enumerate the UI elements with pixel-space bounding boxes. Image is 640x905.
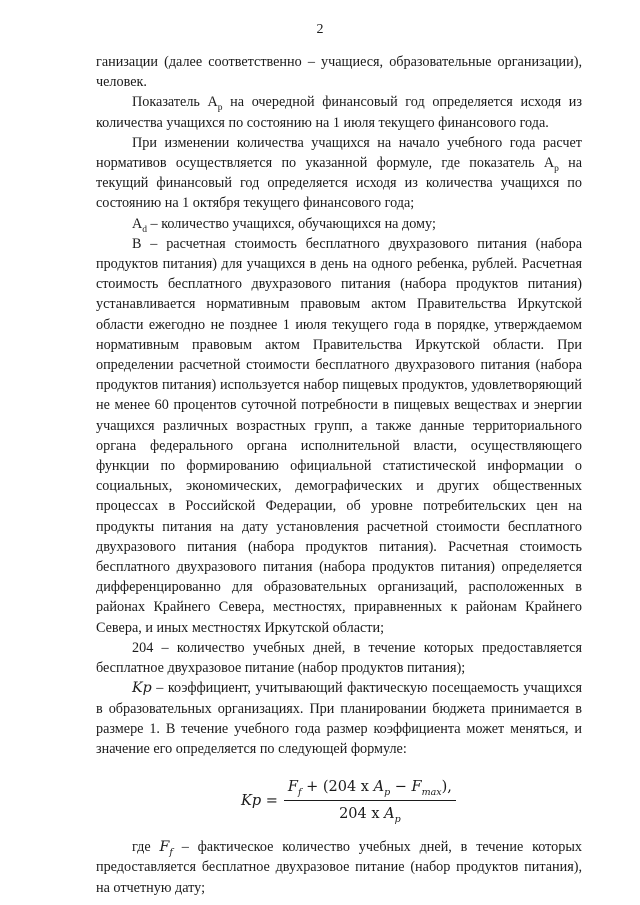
paragraph-recalculation: При изменении количества учащихся на начало учебного года расчет нормативов осуществляется по указанной формуле, где показатель $А_р$ на текущий финансовый год определяется исходя из количества учащихся по состоянию на 1 октября текущего финансового года; (96, 134, 583, 212)
document-body (96, 52, 582, 898)
paragraph-b-definition: В – расчетная стоимость бесплатного двухразового питания (набора продуктов питания) для учащихся в день на одного ребенка, рублей. Расчетная стоимость бесплатного двухразового питания (набора продуктов питания) устанавливается нормативным правовым актом Правительства Иркутской области ежегодно не позднее 1 июля текущего года в порядке, утверждаемом нормативным правовым актом Правительства Иркутской области. При определении расчетной стоимости бесплатного двухразового питания (набора продуктов питания) используется набор пищевых продуктов, удовлетворяющий не менее 60 процентов суточной потребности в пищевых веществах и энергии учащихся различных возрастных групп, а также данные территориального органа федерального органа исполнительной власти, осуществляющего функции по формированию официальной статистической информации о социальных, экономических, демографических и других общественных процессах в Российской Федерации, об уровне потребительских цен на продукты питания на дату установления расчетной стоимости бесплатного двухразового питания (набора продуктов питания). Расчетная стоимость бесплатного двухразового питания (набора продуктов питания) определяется дифференцированно для образовательных организаций, расположенных в районах Крайнего Севера, местностях, приравненных к районам Крайнего Севера, и иных местностях Иркутской области; (96, 235, 582, 636)
formula-lhs: Kp = (241, 792, 278, 809)
formula-denominator: 204 x $A_p$ (339, 806, 401, 826)
paragraph-continuation: ганизации (далее соответственно – учащиеся, образовательные организации), человек. (96, 54, 582, 91)
formula-numerator: $F_f + (204$ x $A_p - F_{max}$), (284, 777, 456, 801)
paragraph-204-definition: 204 – количество учебных дней, в течение которых предоставляется бесплатное двухразовое питание (набор продуктов питания); (96, 639, 582, 677)
kp-formula (96, 777, 582, 837)
paragraph-ap-definition: Показатель $А_р$ на очередной финансовый год определяется исходя из количества учащихся по состоянию на 1 июля текущего финансового года. (96, 94, 582, 131)
paragraph-kp-definition: Kp – коэффициент, учитывающий фактическую посещаемость учащихся в образовательных организациях. При планировании бюджета принимается в размере 1. В течение учебного года размер коэффициента может меняться, и значение его определяется по следующей формуле: (96, 680, 582, 757)
page-number: 2 (316, 22, 324, 37)
paragraph-ff-definition: где $F_f$ – фактическое количество учебных дней, в течение которых предоставляется бесплатное двухразовое питание (набор продуктов питания), на отчетную дату; (96, 839, 582, 896)
formula-fraction (284, 777, 456, 824)
paragraph-ad-definition: $А_d$ – количество учащихся, обучающихся на дому; (132, 215, 436, 235)
